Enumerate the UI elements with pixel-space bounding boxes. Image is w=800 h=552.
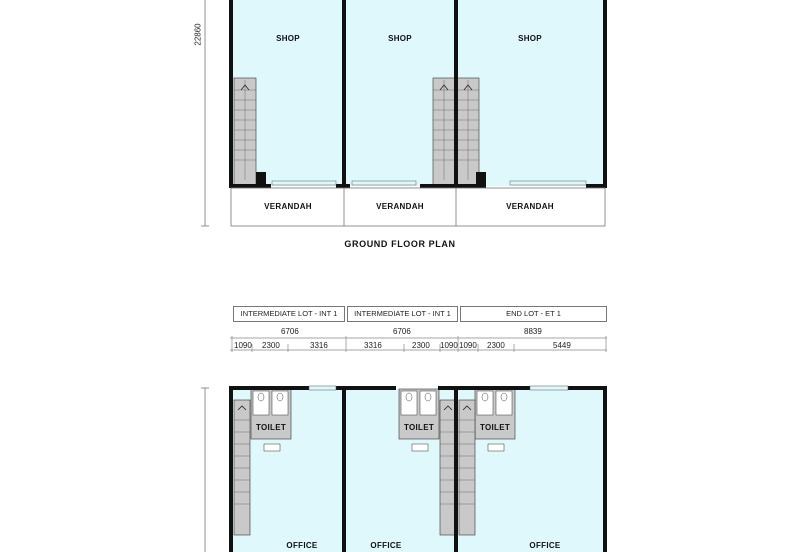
lot-2-label: INTERMEDIATE LOT - INT 1 xyxy=(347,306,458,322)
toilet-2-label: TOILET xyxy=(403,423,435,432)
ground-floor-plan-title: GROUND FLOOR PLAN xyxy=(344,239,456,249)
toilet-3-label: TOILET xyxy=(479,423,511,432)
dim-lot2-c: 1090 xyxy=(440,341,458,350)
lot-1-width: 6706 xyxy=(281,327,299,336)
lot-1-label: INTERMEDIATE LOT - INT 1 xyxy=(233,306,345,322)
dimension-lines xyxy=(0,334,800,354)
verandah-3-label: VERANDAH xyxy=(506,202,554,211)
lot-3-label: END LOT - ET 1 xyxy=(460,306,607,322)
office-3-label: OFFICE xyxy=(529,541,561,550)
shop-2-label: SHOP xyxy=(388,34,412,43)
staircase-ff-3 xyxy=(459,400,475,535)
toilet-1-label: TOILET xyxy=(255,423,287,432)
verandah-1-label: VERANDAH xyxy=(264,202,312,211)
dim-lot3-a: 1090 xyxy=(459,341,477,350)
dim-lot2-a: 3316 xyxy=(364,341,382,350)
dim-lot3-c: 5449 xyxy=(553,341,571,350)
shop-1-label: SHOP xyxy=(276,34,300,43)
first-floor-plan xyxy=(0,380,800,552)
dim-lot1-c: 3316 xyxy=(310,341,328,350)
staircase-ff-1 xyxy=(234,400,250,535)
dim-lot1-b: 2300 xyxy=(262,341,280,350)
height-dimension-label: 22860 xyxy=(193,23,203,46)
lot-3-width: 8839 xyxy=(524,327,542,336)
dim-lot2-b: 2300 xyxy=(412,341,430,350)
office-1-label: OFFICE xyxy=(286,541,318,550)
verandah-2-label: VERANDAH xyxy=(376,202,424,211)
office-2-label: OFFICE xyxy=(370,541,402,550)
ground-floor-plan xyxy=(0,0,800,240)
dim-lot3-b: 2300 xyxy=(487,341,505,350)
staircase-ff-2 xyxy=(440,400,456,535)
shop-3-label: SHOP xyxy=(518,34,542,43)
lot-2-width: 6706 xyxy=(393,327,411,336)
dim-lot1-a: 1090 xyxy=(234,341,252,350)
